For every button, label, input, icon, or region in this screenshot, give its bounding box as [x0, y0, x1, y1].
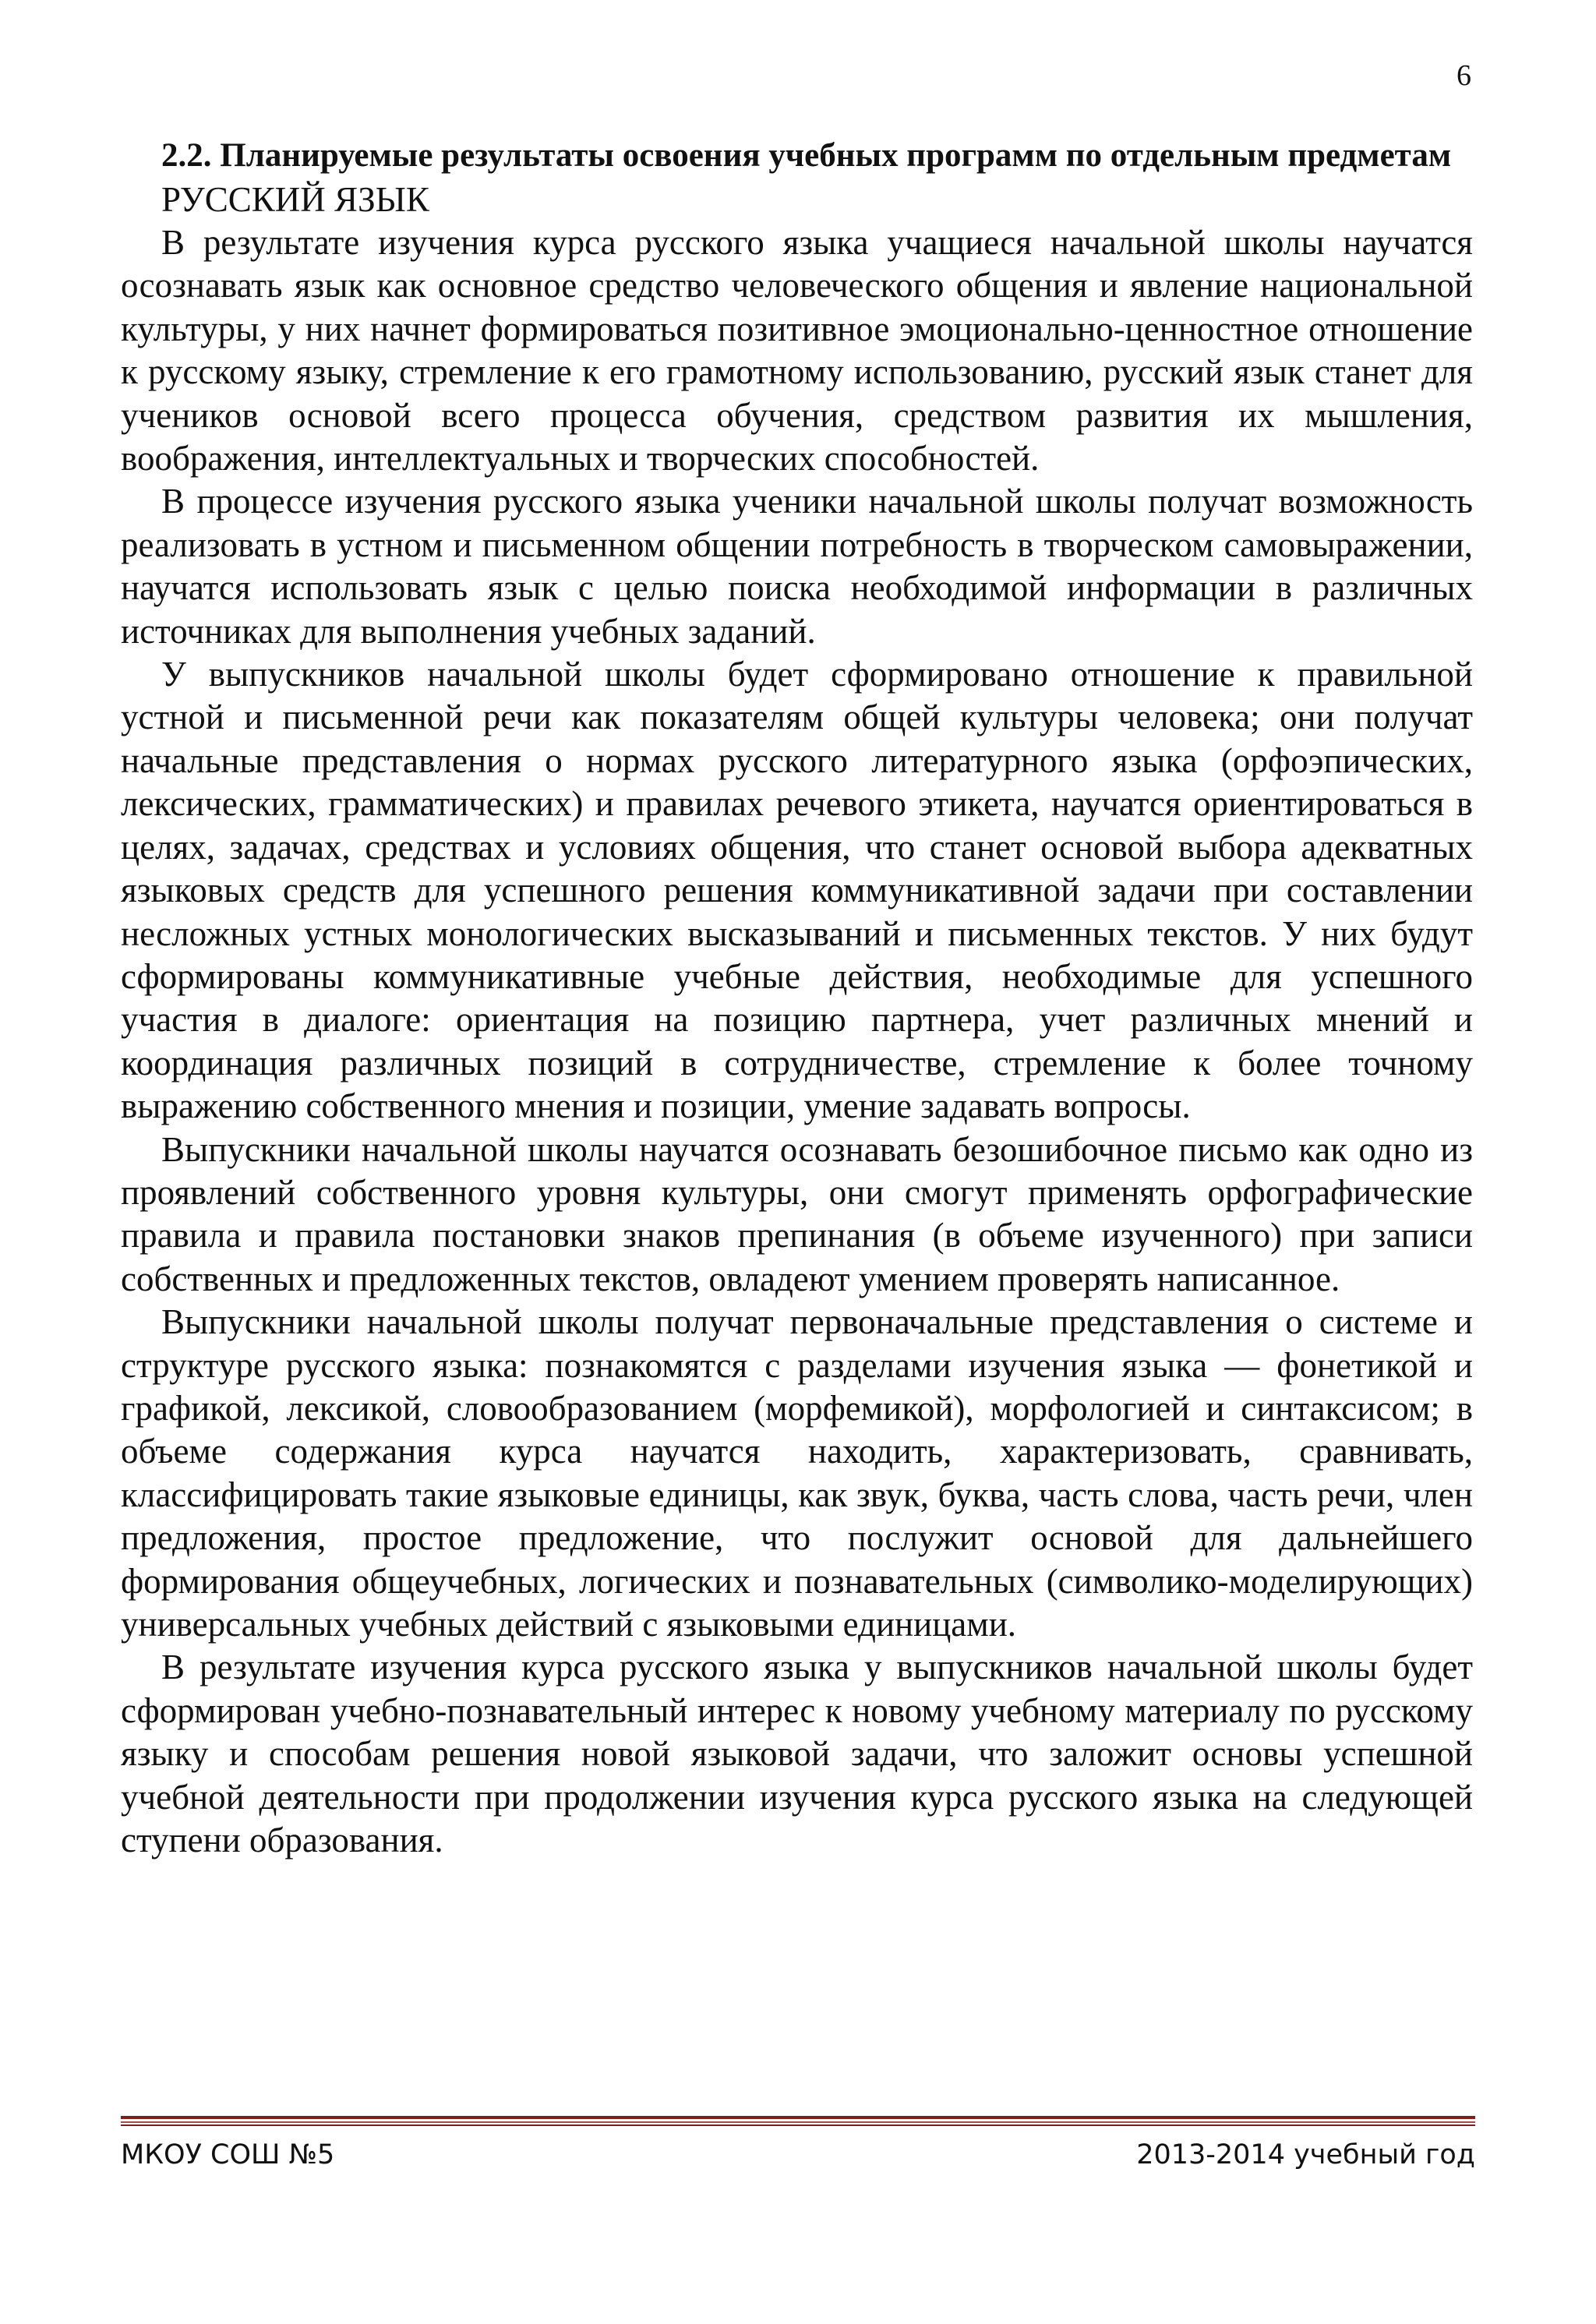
paragraph: В результате изучения курса русского языка учащиеся начальной школы научатся осознавать язык как основное средство человеческого общения и явление национальной культуры, у них начнет формироваться позитивное эмоционально-ценностное отношение к русскому языку, стремление к его грамотному использованию, русский язык станет для учеников основой всего процесса обучения, средством развития их мышления, воображения, интеллектуальных и творческих способностей. [121, 223, 1473, 479]
paragraph: В результате изучения курса русского языка у выпускников начальной школы будет сформирован учебно-познавательный интерес к новому учебному материалу по русскому языку и способам решения новой языковой задачи, что заложит основы успешной учебной деятельности при продолжении изучения курса русского языка на следующей ступени образования. [121, 1648, 1473, 1860]
paragraph: У выпускников начальной школы будет сформировано отношение к правильной устной и письменной речи как показателям общей культуры человека; они получат начальные представления о нормах русского литературного языка (орфоэпических, лексических, грамматических) и правилах речевого этикета, научатся ориентироваться в целях, задачах, средствах и условиях общения, что станет основой выбора адекватных языковых средств для успешного решения коммуникативной задачи при составлении несложных устных монологических высказываний и письменных текстов. У них будут сформированы коммуникативные учебные действия, необходимые для успешного участия в диалоге: ориентация на позицию партнера, учет различных мнений и координация различных позиций в сотрудничестве, стремление к более точному выражению собственного мнения и позиции, умение задавать вопросы. [121, 655, 1473, 1126]
page-content [121, 134, 1473, 1862]
paragraph: Выпускники начальной школы получат первоначальные представления о системе и структуре русского языка: познакомятся с разделами изучения языка — фонетикой и графикой, лексикой, словообразованием (морфемикой), морфологией и синтаксисом; в объеме содержания курса научатся находить, характеризовать, сравнивать, классифицировать такие языковые единицы, как звук, буква, часть слова, часть речи, член предложения, простое предложение, что послужит основой для дальнейшего формирования общеучебных, логических и познавательных (символико-моделирующих) универсальных учебных действий с языковыми единицами. [121, 1302, 1473, 1644]
section-heading: 2.2. Планируемые результаты освоения учебных программ по отдельным предметам [161, 137, 1452, 174]
page-number: 6 [1457, 59, 1471, 92]
footer-school-year: 2013-2014 учебный год [1136, 2139, 1475, 2170]
subject-title: РУССКИЙ ЯЗЫК [161, 180, 429, 219]
footer-divider [121, 2116, 1475, 2126]
paragraph: Выпускники начальной школы научатся осознавать безошибочное письмо как одно из проявлений собственного уровня культуры, они смогут применять орфографические правила и правила постановки знаков препинания (в объеме изученного) при записи собственных и предложенных текстов, овладеют умением проверять написанное. [121, 1129, 1473, 1298]
footer-school-name: МКОУ СОШ №5 [121, 2139, 335, 2170]
paragraph: В процессе изучения русского языка ученики начальной школы получат возможность реализовать в устном и письменном общении потребность в творческом самовыражении, научатся использовать язык с целью поиска необходимой информации в различных источниках для выполнения учебных заданий. [121, 482, 1473, 651]
